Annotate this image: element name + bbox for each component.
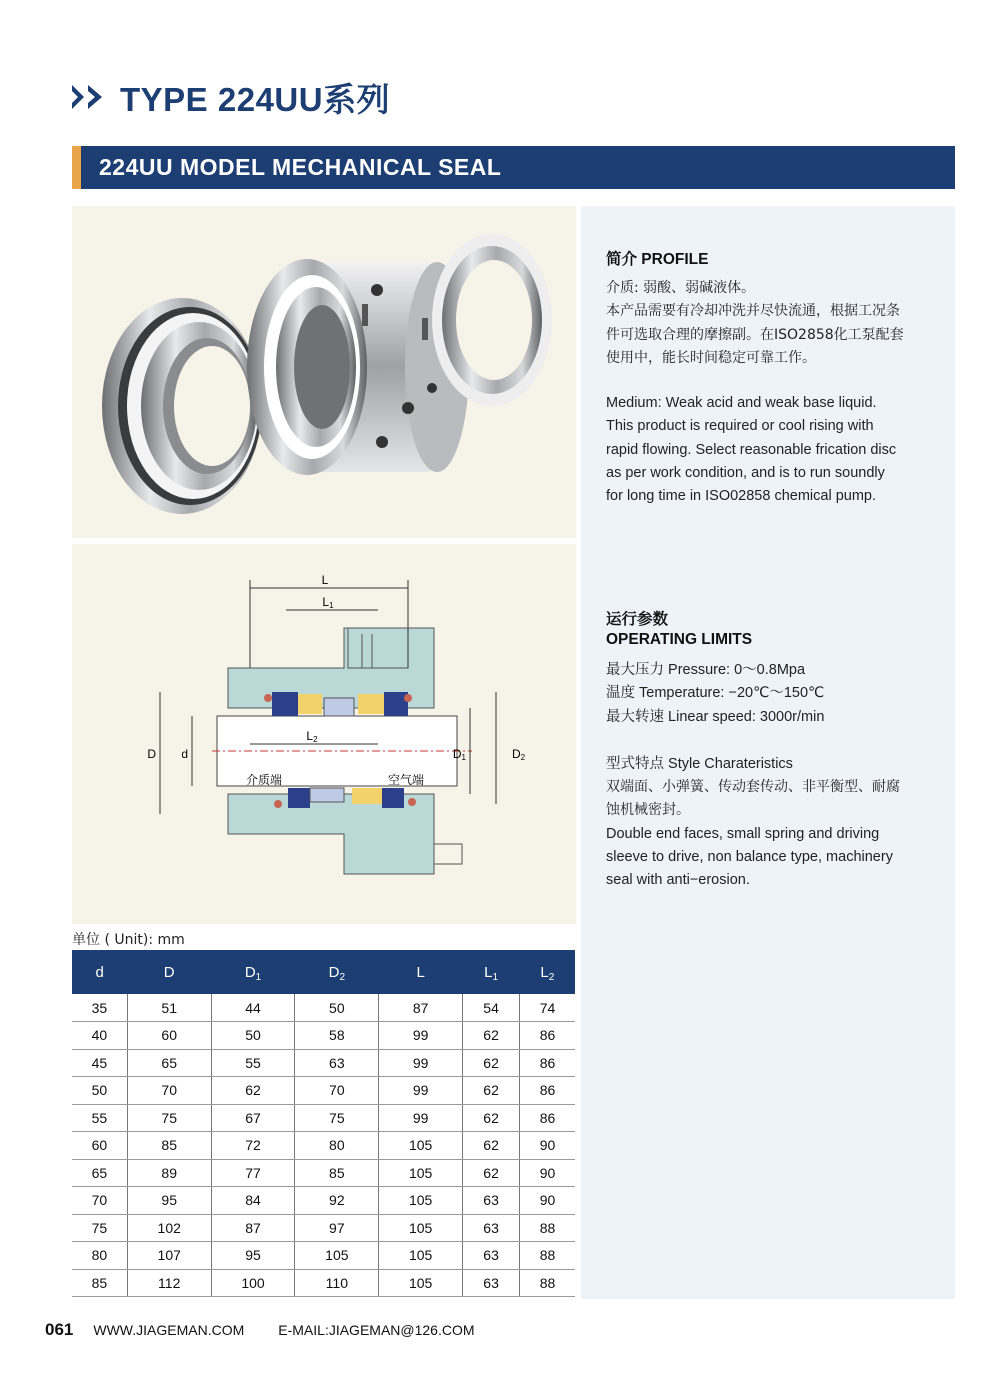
table-cell: 99	[379, 1104, 463, 1132]
table-row	[72, 1187, 575, 1215]
col-header-L2: $L_2$	[520, 950, 575, 994]
table-row	[72, 1159, 575, 1187]
style-line: 蚀机械密封。	[606, 802, 690, 819]
table-row	[72, 1049, 575, 1077]
col-header-D1: $D_1$	[211, 950, 295, 994]
svg-text:D1	[453, 747, 467, 762]
label-L2: L	[306, 729, 314, 743]
profile-cn-line: 本产品需要有冷却冲洗并尽快流通，根据工况条	[606, 303, 900, 320]
table-row	[72, 1022, 575, 1050]
profile-en-line: Medium: Weak acid and weak base liquid.	[606, 395, 877, 412]
banner-accent-bar	[72, 146, 81, 189]
table-cell: 62	[463, 1077, 520, 1105]
style-line: seal with anti−erosion.	[606, 872, 750, 889]
table-cell: 92	[295, 1187, 379, 1215]
table-cell: 44	[211, 994, 295, 1022]
table-cell: 63	[463, 1214, 520, 1242]
profile-en-line: as per work condition, and is to run soundly	[606, 465, 885, 482]
website-link[interactable]: WWW.JIAGEMAN.COM	[93, 1322, 245, 1338]
table-cell: 86	[520, 1104, 575, 1132]
table-cell: 87	[379, 994, 463, 1022]
table-cell: 99	[379, 1077, 463, 1105]
double-arrow-icon	[70, 82, 108, 112]
label-air-end: 空气端	[388, 773, 425, 787]
table-cell: 60	[127, 1022, 211, 1050]
table-cell: 80	[72, 1242, 127, 1270]
limit-line: 温度 Temperature: −20℃～150℃	[606, 685, 825, 702]
style-line: 双端面、小弹簧、传动套传动、非平衡型、耐腐	[606, 779, 900, 796]
table-cell: 99	[379, 1049, 463, 1077]
table-cell: 60	[72, 1132, 127, 1160]
table-cell: 95	[211, 1242, 295, 1270]
style-line: 型式特点 Style Charateristics	[606, 755, 793, 772]
table-row	[72, 1214, 575, 1242]
table-cell: 112	[127, 1269, 211, 1297]
dimension-table	[72, 950, 575, 1297]
style-line: sleeve to drive, non balance type, machinery	[606, 849, 893, 866]
table-row	[72, 1104, 575, 1132]
stationary-ring-left	[102, 298, 262, 514]
table-cell: 62	[463, 1104, 520, 1132]
table-cell: 75	[127, 1104, 211, 1132]
table-cell: 95	[127, 1187, 211, 1215]
style-line: Double end faces, small spring and driving	[606, 825, 880, 842]
svg-text:L1	[322, 595, 334, 610]
table-cell: 107	[127, 1242, 211, 1270]
table-cell: 62	[463, 1159, 520, 1187]
table-cell: 86	[520, 1022, 575, 1050]
banner-title: 224UU MODEL MECHANICAL SEAL	[99, 154, 502, 180]
table-cell: 62	[463, 1132, 520, 1160]
table-cell: 75	[72, 1214, 127, 1242]
col-header-L: L	[379, 950, 463, 994]
table-cell: 62	[463, 1049, 520, 1077]
profile-heading: 简介 PROFILE	[606, 251, 709, 268]
table-cell: 86	[520, 1049, 575, 1077]
table-cell: 50	[211, 1022, 295, 1050]
table-cell: 77	[211, 1159, 295, 1187]
page-title: TYPE 224UU系列	[120, 80, 391, 118]
table-cell: 55	[211, 1049, 295, 1077]
table-cell: 72	[211, 1132, 295, 1160]
svg-text:D2	[512, 747, 526, 762]
table-cell: 105	[379, 1214, 463, 1242]
label-D1-sub: 1	[461, 753, 466, 762]
table-cell: 105	[379, 1187, 463, 1215]
table-cell: 62	[463, 1022, 520, 1050]
table-cell: 86	[520, 1077, 575, 1105]
table-header-row	[72, 950, 575, 994]
table-cell: 105	[295, 1242, 379, 1270]
col-header-L1: $L_1$	[463, 950, 520, 994]
table-cell: 51	[127, 994, 211, 1022]
label-L: L	[321, 573, 329, 587]
profile-en-line: for long time in ISO02858 chemical pump.	[606, 488, 876, 505]
table-cell: 75	[295, 1104, 379, 1132]
table-cell: 50	[295, 994, 379, 1022]
page-title-row	[70, 74, 390, 120]
table-cell: 63	[463, 1242, 520, 1270]
table-cell: 35	[72, 994, 127, 1022]
table-row	[72, 1077, 575, 1105]
table-cell: 89	[127, 1159, 211, 1187]
limit-line: 最大转速 Linear speed: 3000r/min	[606, 708, 825, 725]
label-medium-end: 介质端	[246, 773, 283, 787]
label-L1-sub: 1	[329, 601, 334, 610]
label-D: D	[147, 747, 156, 761]
table-cell: 90	[520, 1159, 575, 1187]
table-cell: 100	[211, 1269, 295, 1297]
table-cell: 54	[463, 994, 520, 1022]
info-panel	[581, 206, 955, 1299]
table-cell: 105	[379, 1269, 463, 1297]
table-cell: 84	[211, 1187, 295, 1215]
table-cell: 105	[379, 1242, 463, 1270]
label-D1: D	[452, 747, 462, 761]
housing-bottom	[228, 794, 462, 874]
profile-cn-line: 使用中，能长时间稳定可靠工作。	[606, 349, 816, 366]
table-cell: 62	[211, 1077, 295, 1105]
label-L1: L	[322, 595, 330, 609]
limit-line: 最大压力 Pressure: 0～0.8Mpa	[606, 662, 806, 678]
table-cell: 65	[127, 1049, 211, 1077]
table-row	[72, 1242, 575, 1270]
table-cell: 80	[295, 1132, 379, 1160]
table-cell: 55	[72, 1104, 127, 1132]
col-header-D2: $D_2$	[295, 950, 379, 994]
col-header-d: d	[72, 950, 127, 994]
label-L2-sub: 2	[313, 735, 318, 744]
table-cell: 90	[520, 1187, 575, 1215]
profile-cn-line: 件可选取合理的摩擦副。在ISO2858化工泵配套	[606, 326, 904, 343]
table-cell: 88	[520, 1242, 575, 1270]
table-row	[72, 1269, 575, 1297]
table-cell: 67	[211, 1104, 295, 1132]
table-cell: 102	[127, 1214, 211, 1242]
table-cell: 88	[520, 1214, 575, 1242]
table-cell: 74	[520, 994, 575, 1022]
label-d: d	[181, 747, 188, 761]
profile-cn-line: 介质: 弱酸、弱碱液体。	[606, 280, 756, 296]
table-cell: 40	[72, 1022, 127, 1050]
label-D2-sub: 2	[520, 753, 526, 762]
product-photo	[72, 206, 576, 538]
footer	[45, 1320, 475, 1340]
table-cell: 110	[295, 1269, 379, 1297]
section-banner	[72, 146, 955, 189]
table-cell: 63	[463, 1187, 520, 1215]
table-cell: 88	[520, 1269, 575, 1297]
label-D2: D	[512, 747, 521, 761]
table-cell: 99	[379, 1022, 463, 1050]
table-cell: 50	[72, 1077, 127, 1105]
table-cell: 85	[72, 1269, 127, 1297]
email-link[interactable]: E-MAIL:JIAGEMAN@126.COM	[278, 1322, 475, 1338]
table-cell: 85	[295, 1159, 379, 1187]
table-row	[72, 994, 575, 1022]
limits-heading-cn: 运行参数	[606, 611, 669, 628]
table-cell: 97	[295, 1214, 379, 1242]
table-cell: 65	[72, 1159, 127, 1187]
page-number: 061	[45, 1320, 74, 1339]
cross-section-diagram	[72, 544, 576, 924]
profile-en-line: This product is required or cool rising with	[606, 418, 874, 435]
table-cell: 58	[295, 1022, 379, 1050]
profile-section	[606, 250, 946, 509]
table-body	[72, 994, 575, 1297]
table-cell: 45	[72, 1049, 127, 1077]
table-cell: 90	[520, 1132, 575, 1160]
table-row	[72, 1132, 575, 1160]
table-cell: 105	[379, 1132, 463, 1160]
stationary-ring-right	[432, 234, 552, 406]
table-cell: 87	[211, 1214, 295, 1242]
table-cell: 70	[295, 1077, 379, 1105]
table-cell: 70	[127, 1077, 211, 1105]
svg-text:L	[322, 573, 329, 587]
table-cell: 63	[295, 1049, 379, 1077]
profile-en-line: rapid flowing. Select reasonable frication disc	[606, 441, 897, 458]
table-cell: 105	[379, 1159, 463, 1187]
limits-section	[606, 610, 946, 893]
table-cell: 85	[127, 1132, 211, 1160]
col-header-D: D	[127, 950, 211, 994]
unit-label: 单位 ( Unit): mm	[72, 932, 185, 948]
table-cell: 63	[463, 1269, 520, 1297]
table-cell: 70	[72, 1187, 127, 1215]
limits-heading-en: OPERATING LIMITS	[606, 631, 753, 648]
